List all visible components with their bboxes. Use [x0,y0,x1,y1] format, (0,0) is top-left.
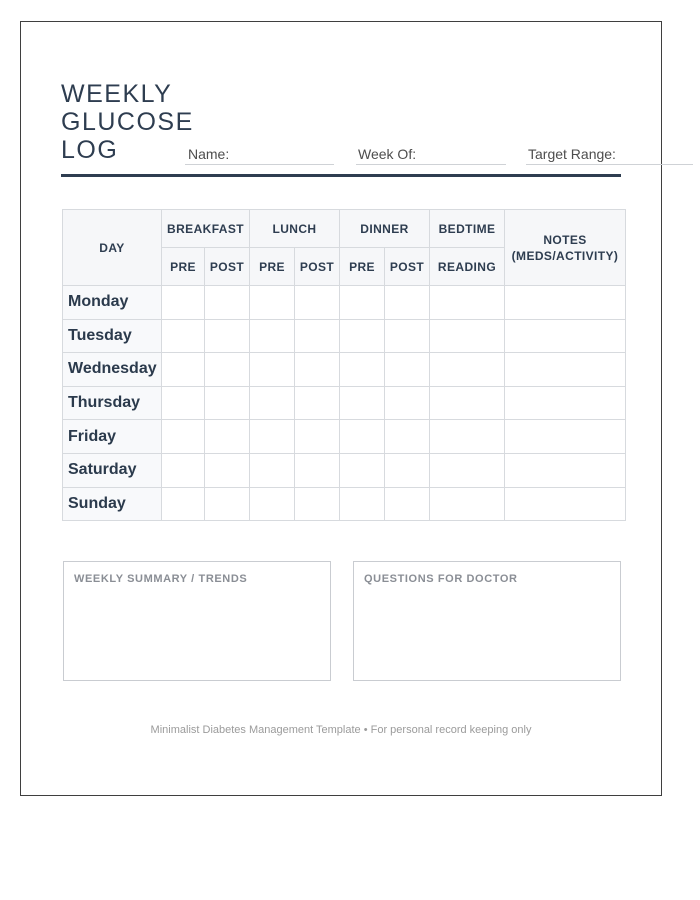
subheader-dinner-post: POST [385,248,430,286]
entry-cell[interactable] [340,420,385,454]
subheader-dinner-pre: PRE [340,248,385,286]
entry-cell[interactable] [340,453,385,487]
questions-for-doctor-label: QUESTIONS FOR DOCTOR [364,573,518,585]
entry-cell[interactable] [385,286,430,320]
entry-cell[interactable] [250,319,295,353]
entry-cell[interactable] [385,386,430,420]
day-label: Wednesday [63,353,162,387]
day-label: Thursday [63,386,162,420]
table-row-tuesday [63,319,626,353]
entry-cell[interactable] [162,386,205,420]
title-line-3: LOG [61,136,119,164]
day-label: Friday [63,420,162,454]
glucose-log-page [20,21,662,796]
col-header-dinner: DINNER [340,210,430,248]
entry-cell[interactable] [205,453,250,487]
entry-cell[interactable] [340,487,385,521]
table-row-wednesday [63,353,626,387]
table-row-friday [63,420,626,454]
entry-cell[interactable] [340,319,385,353]
entry-cell[interactable] [205,353,250,387]
entry-cell[interactable] [340,386,385,420]
table-row-saturday [63,453,626,487]
subheader-breakfast-pre: PRE [162,248,205,286]
entry-cell[interactable] [162,353,205,387]
entry-cell[interactable] [385,319,430,353]
day-label: Saturday [63,453,162,487]
col-header-day: DAY [63,210,162,286]
entry-cell[interactable] [205,319,250,353]
header-divider-rule [61,174,621,177]
notes-header-line-2: (MEDS/ACTIVITY) [511,248,619,263]
name-label: Name: [188,146,230,162]
notes-cell[interactable] [505,487,626,521]
questions-for-doctor-box[interactable] [353,561,621,681]
title-line-1: WEEKLY [61,80,173,108]
entry-cell[interactable] [250,386,295,420]
entry-cell[interactable] [162,286,205,320]
entry-cell[interactable] [162,420,205,454]
entry-cell[interactable] [250,286,295,320]
subheader-lunch-post: POST [295,248,340,286]
table-row-monday [63,286,626,320]
week-of-label: Week Of: [358,146,417,162]
entry-cell[interactable] [385,353,430,387]
footer-note: Minimalist Diabetes Management Template • For personal record keeping only [150,724,532,736]
col-header-notes [505,210,626,286]
col-header-breakfast: BREAKFAST [162,210,250,248]
entry-cell[interactable] [162,487,205,521]
notes-cell[interactable] [505,319,626,353]
entry-cell[interactable] [430,487,505,521]
weekly-summary-box[interactable] [63,561,331,681]
title-line-2: GLUCOSE [61,108,194,136]
entry-cell[interactable] [340,353,385,387]
day-label: Tuesday [63,319,162,353]
entry-cell[interactable] [205,386,250,420]
subheader-bedtime-reading: READING [430,248,505,286]
notes-cell[interactable] [505,420,626,454]
entry-cell[interactable] [385,420,430,454]
day-label: Sunday [63,487,162,521]
notes-cell[interactable] [505,286,626,320]
notes-cell[interactable] [505,353,626,387]
weekly-summary-label: WEEKLY SUMMARY / TRENDS [74,573,248,585]
entry-cell[interactable] [295,386,340,420]
entry-cell[interactable] [250,453,295,487]
entry-cell[interactable] [295,420,340,454]
col-header-lunch: LUNCH [250,210,340,248]
entry-cell[interactable] [340,286,385,320]
notes-cell[interactable] [505,453,626,487]
page-title [61,80,194,164]
table-row-thursday [63,386,626,420]
entry-cell[interactable] [385,453,430,487]
entry-cell[interactable] [295,487,340,521]
entry-cell[interactable] [430,286,505,320]
entry-cell[interactable] [430,453,505,487]
target-range-input-line[interactable] [526,164,693,165]
name-input-line[interactable] [185,164,334,165]
notes-header-line-1: NOTES [543,232,587,247]
notes-cell[interactable] [505,386,626,420]
entry-cell[interactable] [295,286,340,320]
entry-cell[interactable] [295,319,340,353]
entry-cell[interactable] [162,319,205,353]
day-label: Monday [63,286,162,320]
entry-cell[interactable] [430,420,505,454]
entry-cell[interactable] [205,487,250,521]
subheader-lunch-pre: PRE [250,248,295,286]
entry-cell[interactable] [162,453,205,487]
entry-cell[interactable] [430,319,505,353]
col-header-bedtime: BEDTIME [430,210,505,248]
entry-cell[interactable] [295,353,340,387]
entry-cell[interactable] [250,353,295,387]
entry-cell[interactable] [430,353,505,387]
entry-cell[interactable] [430,386,505,420]
glucose-log-table [62,209,626,521]
week-of-input-line[interactable] [356,164,506,165]
entry-cell[interactable] [385,487,430,521]
entry-cell[interactable] [205,286,250,320]
subheader-breakfast-post: POST [205,248,250,286]
entry-cell[interactable] [250,420,295,454]
entry-cell[interactable] [205,420,250,454]
entry-cell[interactable] [250,487,295,521]
target-range-label: Target Range: [528,146,616,162]
entry-cell[interactable] [295,453,340,487]
table-row-sunday [63,487,626,521]
